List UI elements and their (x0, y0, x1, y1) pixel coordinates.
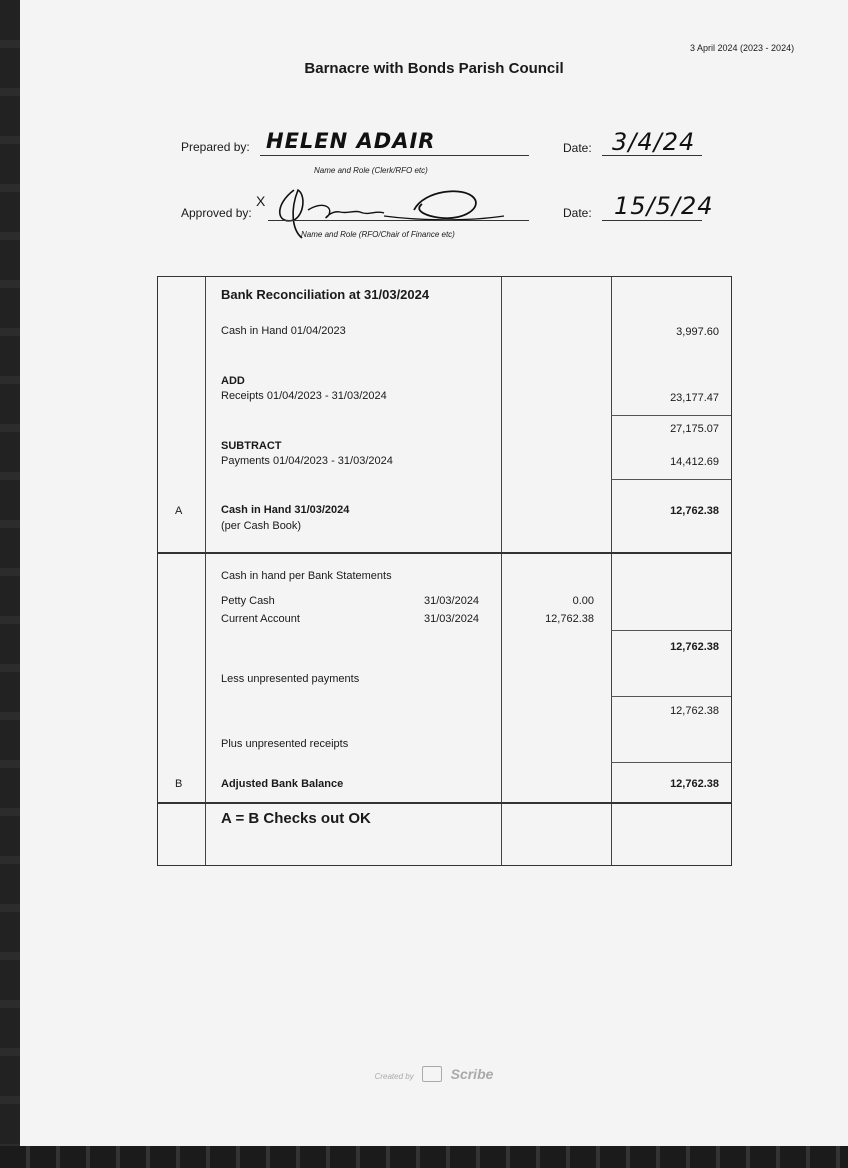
footer-watermark (20, 1066, 848, 1084)
current-account-value: 12,762.38 (545, 613, 594, 625)
approved-date-handwriting: 15/5/24 (614, 192, 714, 220)
current-account-label: Current Account (221, 613, 300, 625)
current-account-date: 31/03/2024 (424, 613, 480, 625)
adjusted-balance-label: Adjusted Bank Balance (221, 778, 344, 790)
subtotal-value: 27,175.07 (670, 423, 719, 435)
reconciliation-table (157, 276, 732, 866)
cash-book-note: (per Cash Book) (221, 520, 302, 532)
subtract-label: SUBTRACT (221, 440, 282, 452)
bank-statements-label: Cash in hand per Bank Statements (221, 570, 392, 582)
created-by-text: Created by (374, 1072, 414, 1081)
payments-value: 14,412.69 (670, 456, 719, 468)
total-rule-2 (611, 479, 731, 480)
receipts-label: Receipts 01/04/2023 - 31/03/2024 (221, 390, 387, 402)
cash-end-value: 12,762.38 (670, 505, 719, 517)
col-divider-3 (611, 277, 612, 865)
prepared-by-handwriting: HELEN ADAIR (266, 129, 436, 153)
scribe-brand: Scribe (450, 1066, 494, 1082)
total-rule-4 (611, 696, 731, 697)
scan-left-edge (0, 0, 20, 1168)
section-divider-1 (158, 552, 731, 554)
approved-by-caption: Name and Role (RFO/Chair of Finance etc) (301, 230, 455, 239)
statements-total: 12,762.38 (670, 641, 719, 653)
scribe-logo-icon (422, 1066, 442, 1082)
plus-unpresented-label: Plus unpresented receipts (221, 738, 349, 750)
total-rule-1 (611, 415, 731, 416)
approved-by-label: Approved by: (181, 206, 252, 220)
total-rule-3 (611, 630, 731, 631)
prepared-date-label: Date: (563, 141, 592, 155)
prepared-by-line (260, 155, 529, 156)
approved-date-line (602, 220, 702, 221)
col-divider-2 (501, 277, 502, 865)
receipts-value: 23,177.47 (670, 392, 719, 404)
petty-cash-value: 0.00 (572, 595, 594, 607)
less-unpresented-label: Less unpresented payments (221, 673, 360, 685)
document-page (20, 0, 848, 1146)
prepared-date-handwriting: 3/4/24 (612, 128, 696, 156)
petty-cash-label: Petty Cash (221, 595, 275, 607)
date-range: 3 April 2024 (2023 - 2024) (690, 43, 795, 53)
total-rule-5 (611, 762, 731, 763)
col-divider-1 (205, 277, 206, 865)
scan-bottom-edge (0, 1146, 848, 1168)
marker-b: B (175, 778, 183, 790)
approved-by-line (268, 220, 529, 221)
cash-start-value: 3,997.60 (676, 326, 719, 338)
approved-date-label: Date: (563, 206, 592, 220)
payments-label: Payments 01/04/2023 - 31/03/2024 (221, 455, 393, 467)
check-result: A = B Checks out OK (221, 810, 371, 827)
add-label: ADD (221, 375, 245, 387)
prepared-date-line (602, 155, 702, 156)
approved-by-mark: X (256, 193, 266, 209)
marker-a: A (175, 505, 183, 517)
cash-end-label: Cash in Hand 31/03/2024 (221, 504, 350, 516)
adjusted-balance-value: 12,762.38 (670, 778, 719, 790)
reconciliation-title: Bank Reconciliation at 31/03/2024 (221, 287, 430, 302)
cash-start-label: Cash in Hand 01/04/2023 (221, 325, 346, 337)
section-divider-2 (158, 802, 731, 804)
council-name: Barnacre with Bonds Parish Council (304, 60, 564, 77)
prepared-by-caption: Name and Role (Clerk/RFO etc) (314, 166, 428, 175)
after-less-value: 12,762.38 (670, 705, 719, 717)
prepared-by-label: Prepared by: (181, 140, 250, 154)
petty-cash-date: 31/03/2024 (424, 595, 480, 607)
